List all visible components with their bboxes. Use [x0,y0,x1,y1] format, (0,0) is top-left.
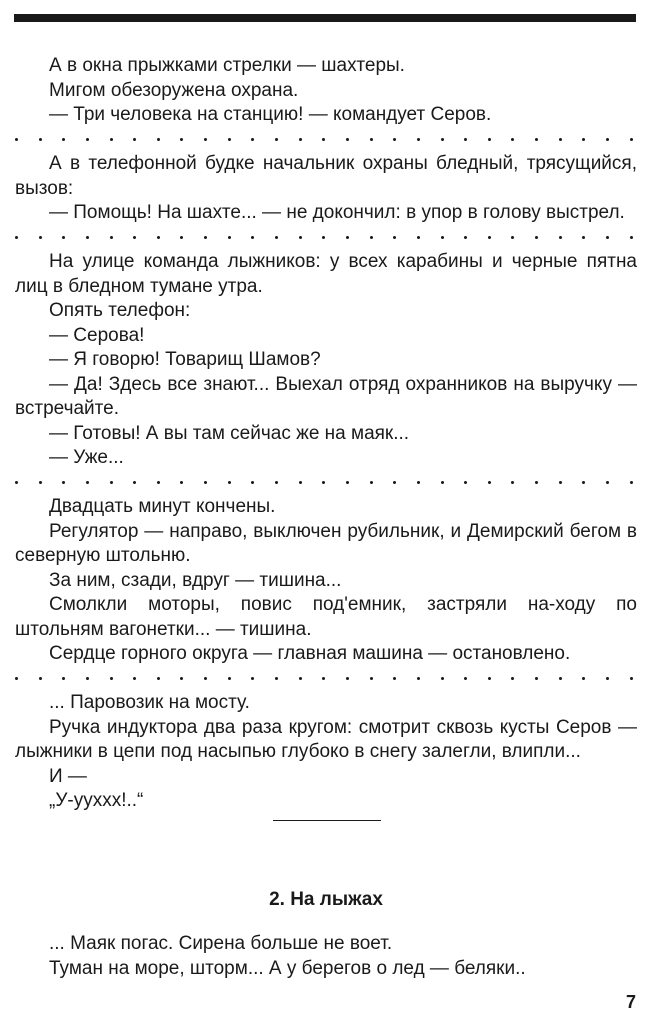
paragraph: Двадцать минут кончены. [49,496,276,517]
paragraph: — Серова! [49,324,145,346]
paragraph: И — [49,765,87,787]
paragraph: „У-ууххх!..“ [49,790,144,811]
dot-separator [15,471,637,496]
paragraph: — Помощь! На шахте... — не докончил: в упор в голову выстрел. [49,202,625,223]
paragraph: Сердце горного округа — главная машина — остановлено. [49,643,571,664]
page-number: 7 [625,992,636,1012]
paragraph: ... Паровозик на мосту. [49,692,250,713]
paragraph: — Уже... [49,447,124,468]
paragraph: Регулятор — направо, выключен рубильник, и Демирский бегом в северную штольню. [15,520,637,566]
paragraph: А в окна прыжками стрелки — шахтеры. [49,55,405,76]
paragraph: На улице команда лыжников: у всех карабины и черные пятна лиц в бледном тумане утра. [15,251,637,297]
paragraph: — Я говорю! Товарищ Шамов? [49,349,321,370]
text-body [15,54,637,821]
dot-separator [15,667,637,692]
section-divider [273,820,381,821]
paragraph: — Да! Здесь все знают... Выехал отряд охранников на выручку — встречайте. [15,373,637,419]
top-rule [14,14,636,22]
paragraph: Опять телефон: [49,300,191,321]
dot-separator [15,226,637,251]
section-two [15,888,637,913]
paragraph: За ним, сзади, вдруг — тишина... [49,569,342,591]
paragraph: А в телефонной будке начальник охраны бледный, трясущийся, вызов: [15,153,637,199]
paragraph: Ручка индуктора два раза кругом: смотрит сквозь кусты Серов — лыжники в цепи под насыпью глубоко в снегу залегли, влипли... [15,716,637,762]
paragraph: Мигом обезоружена охрана. [49,79,299,101]
paragraph: Туман на море, шторм... А у берегов о лед — беляки.. [49,957,526,979]
paragraph: Смолкли моторы, повис под'емник, застряли на-ходу по штольням вагонетки... — тишина. [15,594,637,640]
paragraph: — Три человека на станцию! — командует Серов. [49,104,492,125]
paragraph: ... Маяк погас. Сирена больше не воет. [49,933,393,954]
dot-separator [15,128,637,153]
paragraph: — Готовы! А вы там сейчас же на маяк... [49,422,410,444]
section-heading: 2. На лыжах [269,889,383,910]
section-two-body [15,932,637,981]
